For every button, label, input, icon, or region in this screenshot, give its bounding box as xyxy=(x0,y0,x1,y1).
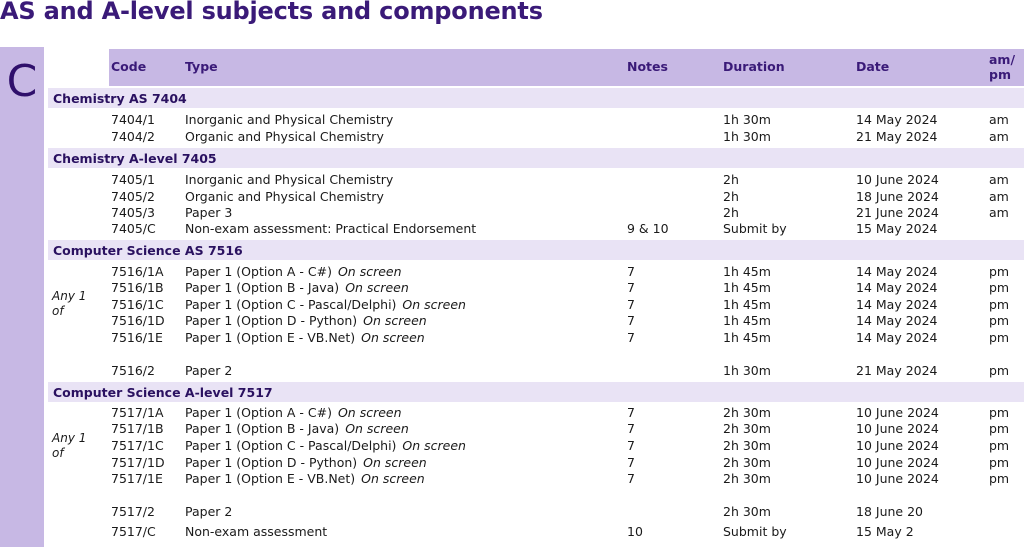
cell-date: 14 May 2024 xyxy=(856,112,938,127)
cell-type: Organic and Physical Chemistry xyxy=(185,189,384,204)
cell-type: Paper 1 (Option D - Python) On screen xyxy=(185,455,427,470)
table-row xyxy=(0,171,1024,188)
cell-notes: 7 xyxy=(627,438,635,453)
cell-type: Organic and Physical Chemistry xyxy=(185,129,384,144)
table-row xyxy=(0,128,1024,145)
cell-type: Inorganic and Physical Chemistry xyxy=(185,112,394,127)
any-one-of-line-1: Any 1 xyxy=(52,431,87,445)
cell-code: 7405/C xyxy=(111,221,156,236)
cell-code: 7517/1C xyxy=(111,438,164,453)
cell-duration: 2h xyxy=(723,205,739,220)
on-screen-tag: On screen xyxy=(337,264,402,279)
cell-code: 7517/2 xyxy=(111,504,155,519)
cell-code: 7405/3 xyxy=(111,205,155,220)
col-notes: Notes xyxy=(627,59,668,74)
cell-notes: 7 xyxy=(627,330,635,345)
cell-duration: Submit by xyxy=(723,524,787,539)
cell-duration: 2h 30m xyxy=(723,438,771,453)
table-row xyxy=(0,279,1024,296)
cell-code: 7516/1C xyxy=(111,297,164,312)
cell-notes: 7 xyxy=(627,313,635,328)
cell-duration: 2h 30m xyxy=(723,471,771,486)
cell-date: 10 June 2024 xyxy=(856,471,939,486)
cell-type: Paper 1 (Option C - Pascal/Delphi) On screen xyxy=(185,297,466,312)
cell-date: 14 May 2024 xyxy=(856,297,938,312)
cell-type: Paper 1 (Option E - VB.Net) On screen xyxy=(185,471,425,486)
cell-duration: 1h 45m xyxy=(723,330,771,345)
section-heading-label: Computer Science AS 7516 xyxy=(53,243,243,258)
cell-notes: 7 xyxy=(627,471,635,486)
cell-date: 18 June 2024 xyxy=(856,189,939,204)
cell-type: Paper 1 (Option B - Java) On screen xyxy=(185,280,409,295)
cell-ampm: am xyxy=(989,189,1009,204)
any-one-of-line-2: of xyxy=(52,446,64,460)
cell-ampm: pm xyxy=(989,280,1010,295)
on-screen-tag: On screen xyxy=(363,455,427,470)
cell-type: Non-exam assessment xyxy=(185,524,328,539)
cell-date: 10 June 2024 xyxy=(856,172,939,187)
col-ampm xyxy=(989,52,1015,82)
cell-date: 14 May 2024 xyxy=(856,313,938,328)
col-date: Date xyxy=(856,59,890,74)
on-screen-tag: On screen xyxy=(361,330,425,345)
table-row xyxy=(0,523,1024,540)
cell-date: 18 June 20 xyxy=(856,504,923,519)
table-header xyxy=(109,49,1024,86)
col-type: Type xyxy=(185,59,218,74)
table-row xyxy=(0,503,1024,520)
section-letter: C xyxy=(6,56,38,107)
table-row xyxy=(0,404,1024,421)
table-row xyxy=(0,437,1024,454)
cell-code: 7517/1A xyxy=(111,405,164,420)
cell-code: 7517/1E xyxy=(111,471,163,486)
cell-duration: 1h 30m xyxy=(723,363,771,378)
cell-notes: 7 xyxy=(627,421,635,436)
cell-date: 10 June 2024 xyxy=(856,455,939,470)
cell-duration: 2h xyxy=(723,189,739,204)
cell-ampm: pm xyxy=(989,421,1010,436)
cell-type: Paper 1 (Option E - VB.Net) On screen xyxy=(185,330,425,345)
col-code: Code xyxy=(111,59,147,74)
on-screen-tag: On screen xyxy=(345,280,409,295)
cell-duration: 2h 30m xyxy=(723,504,771,519)
cell-notes: 7 xyxy=(627,264,635,279)
section-heading xyxy=(48,240,1024,260)
table-row xyxy=(0,362,1024,379)
cell-type: Paper 1 (Option C - Pascal/Delphi) On screen xyxy=(185,438,466,453)
col-ampm-line-1: am/ xyxy=(989,52,1016,67)
table-row xyxy=(0,188,1024,205)
cell-ampm: pm xyxy=(989,363,1010,378)
cell-ampm: pm xyxy=(989,438,1010,453)
section-heading xyxy=(48,88,1024,108)
cell-code: 7517/1D xyxy=(111,455,165,470)
table-row xyxy=(0,470,1024,487)
cell-ampm: pm xyxy=(989,297,1010,312)
on-screen-tag: On screen xyxy=(345,421,409,436)
cell-ampm: am xyxy=(989,112,1009,127)
cell-duration: 2h 30m xyxy=(723,455,771,470)
cell-type: Non-exam assessment: Practical Endorsement xyxy=(185,221,477,236)
cell-duration: 1h 45m xyxy=(723,297,771,312)
cell-ampm: pm xyxy=(989,405,1010,420)
cell-duration: Submit by xyxy=(723,221,787,236)
on-screen-tag: On screen xyxy=(402,297,466,312)
cell-type: Inorganic and Physical Chemistry xyxy=(185,172,394,187)
cell-notes: 7 xyxy=(627,455,635,470)
cell-ampm: am xyxy=(989,205,1009,220)
cell-code: 7516/1E xyxy=(111,330,163,345)
cell-notes: 9 & 10 xyxy=(627,221,669,236)
cell-ampm: pm xyxy=(989,264,1010,279)
cell-ampm: pm xyxy=(989,471,1010,486)
section-heading-label: Chemistry A-level 7405 xyxy=(53,151,217,166)
table-row xyxy=(0,312,1024,329)
cell-ampm: pm xyxy=(989,455,1010,470)
cell-code: 7517/C xyxy=(111,524,156,539)
cell-code: 7516/1A xyxy=(111,264,164,279)
cell-code: 7405/1 xyxy=(111,172,155,187)
cell-ampm: am xyxy=(989,129,1009,144)
on-screen-tag: On screen xyxy=(337,405,402,420)
cell-code: 7516/2 xyxy=(111,363,155,378)
cell-notes: 7 xyxy=(627,280,635,295)
cell-code: 7517/1B xyxy=(111,421,164,436)
cell-date: 21 May 2024 xyxy=(856,129,938,144)
table-row xyxy=(0,220,1024,237)
cell-code: 7405/2 xyxy=(111,189,155,204)
cell-notes: 7 xyxy=(627,297,635,312)
on-screen-tag: On screen xyxy=(361,471,425,486)
table-row xyxy=(0,111,1024,128)
cell-ampm: pm xyxy=(989,330,1010,345)
cell-type: Paper 1 (Option B - Java) On screen xyxy=(185,421,409,436)
any-one-of-line-2: of xyxy=(52,304,64,318)
table-row xyxy=(0,296,1024,313)
cell-ampm: am xyxy=(989,172,1009,187)
section-heading-label: Computer Science A-level 7517 xyxy=(53,385,273,400)
any-one-of-line-1: Any 1 xyxy=(52,289,87,303)
cell-notes: 7 xyxy=(627,405,635,420)
cell-duration: 1h 45m xyxy=(723,313,771,328)
table-row xyxy=(0,329,1024,346)
cell-duration: 2h xyxy=(723,172,739,187)
table-row xyxy=(0,420,1024,437)
cell-type: Paper 1 (Option D - Python) On screen xyxy=(185,313,427,328)
cell-date: 14 May 2024 xyxy=(856,330,938,345)
section-heading xyxy=(48,382,1024,402)
cell-duration: 1h 45m xyxy=(723,280,771,295)
cell-type: Paper 1 (Option A - C#) On screen xyxy=(185,405,402,420)
cell-type: Paper 3 xyxy=(185,205,233,220)
table-row xyxy=(0,454,1024,471)
cell-type: Paper 2 xyxy=(185,363,233,378)
cell-date: 15 May 2 xyxy=(856,524,914,539)
cell-date: 10 June 2024 xyxy=(856,438,939,453)
cell-duration: 2h 30m xyxy=(723,405,771,420)
cell-code: 7404/1 xyxy=(111,112,155,127)
cell-date: 21 June 2024 xyxy=(856,205,939,220)
section-heading-label: Chemistry AS 7404 xyxy=(53,91,187,106)
table-row xyxy=(0,263,1024,280)
on-screen-tag: On screen xyxy=(363,313,427,328)
col-ampm-line-2: pm xyxy=(989,67,1011,82)
on-screen-tag: On screen xyxy=(402,438,466,453)
cell-type: Paper 1 (Option A - C#) On screen xyxy=(185,264,402,279)
cell-date: 15 May 2024 xyxy=(856,221,938,236)
cell-duration: 1h 45m xyxy=(723,264,771,279)
cell-code: 7516/1B xyxy=(111,280,164,295)
cell-code: 7516/1D xyxy=(111,313,165,328)
cell-date: 14 May 2024 xyxy=(856,264,938,279)
cell-notes: 10 xyxy=(627,524,643,539)
section-heading xyxy=(48,148,1024,168)
cell-code: 7404/2 xyxy=(111,129,155,144)
table-row xyxy=(0,204,1024,221)
cell-duration: 2h 30m xyxy=(723,421,771,436)
col-duration: Duration xyxy=(723,59,785,74)
cell-duration: 1h 30m xyxy=(723,112,771,127)
cell-date: 14 May 2024 xyxy=(856,280,938,295)
cell-ampm: pm xyxy=(989,313,1010,328)
cell-type: Paper 2 xyxy=(185,504,233,519)
cell-date: 10 June 2024 xyxy=(856,405,939,420)
cell-date: 21 May 2024 xyxy=(856,363,938,378)
cell-duration: 1h 30m xyxy=(723,129,771,144)
cell-date: 10 June 2024 xyxy=(856,421,939,436)
page-title: AS and A-level subjects and components xyxy=(0,0,543,25)
